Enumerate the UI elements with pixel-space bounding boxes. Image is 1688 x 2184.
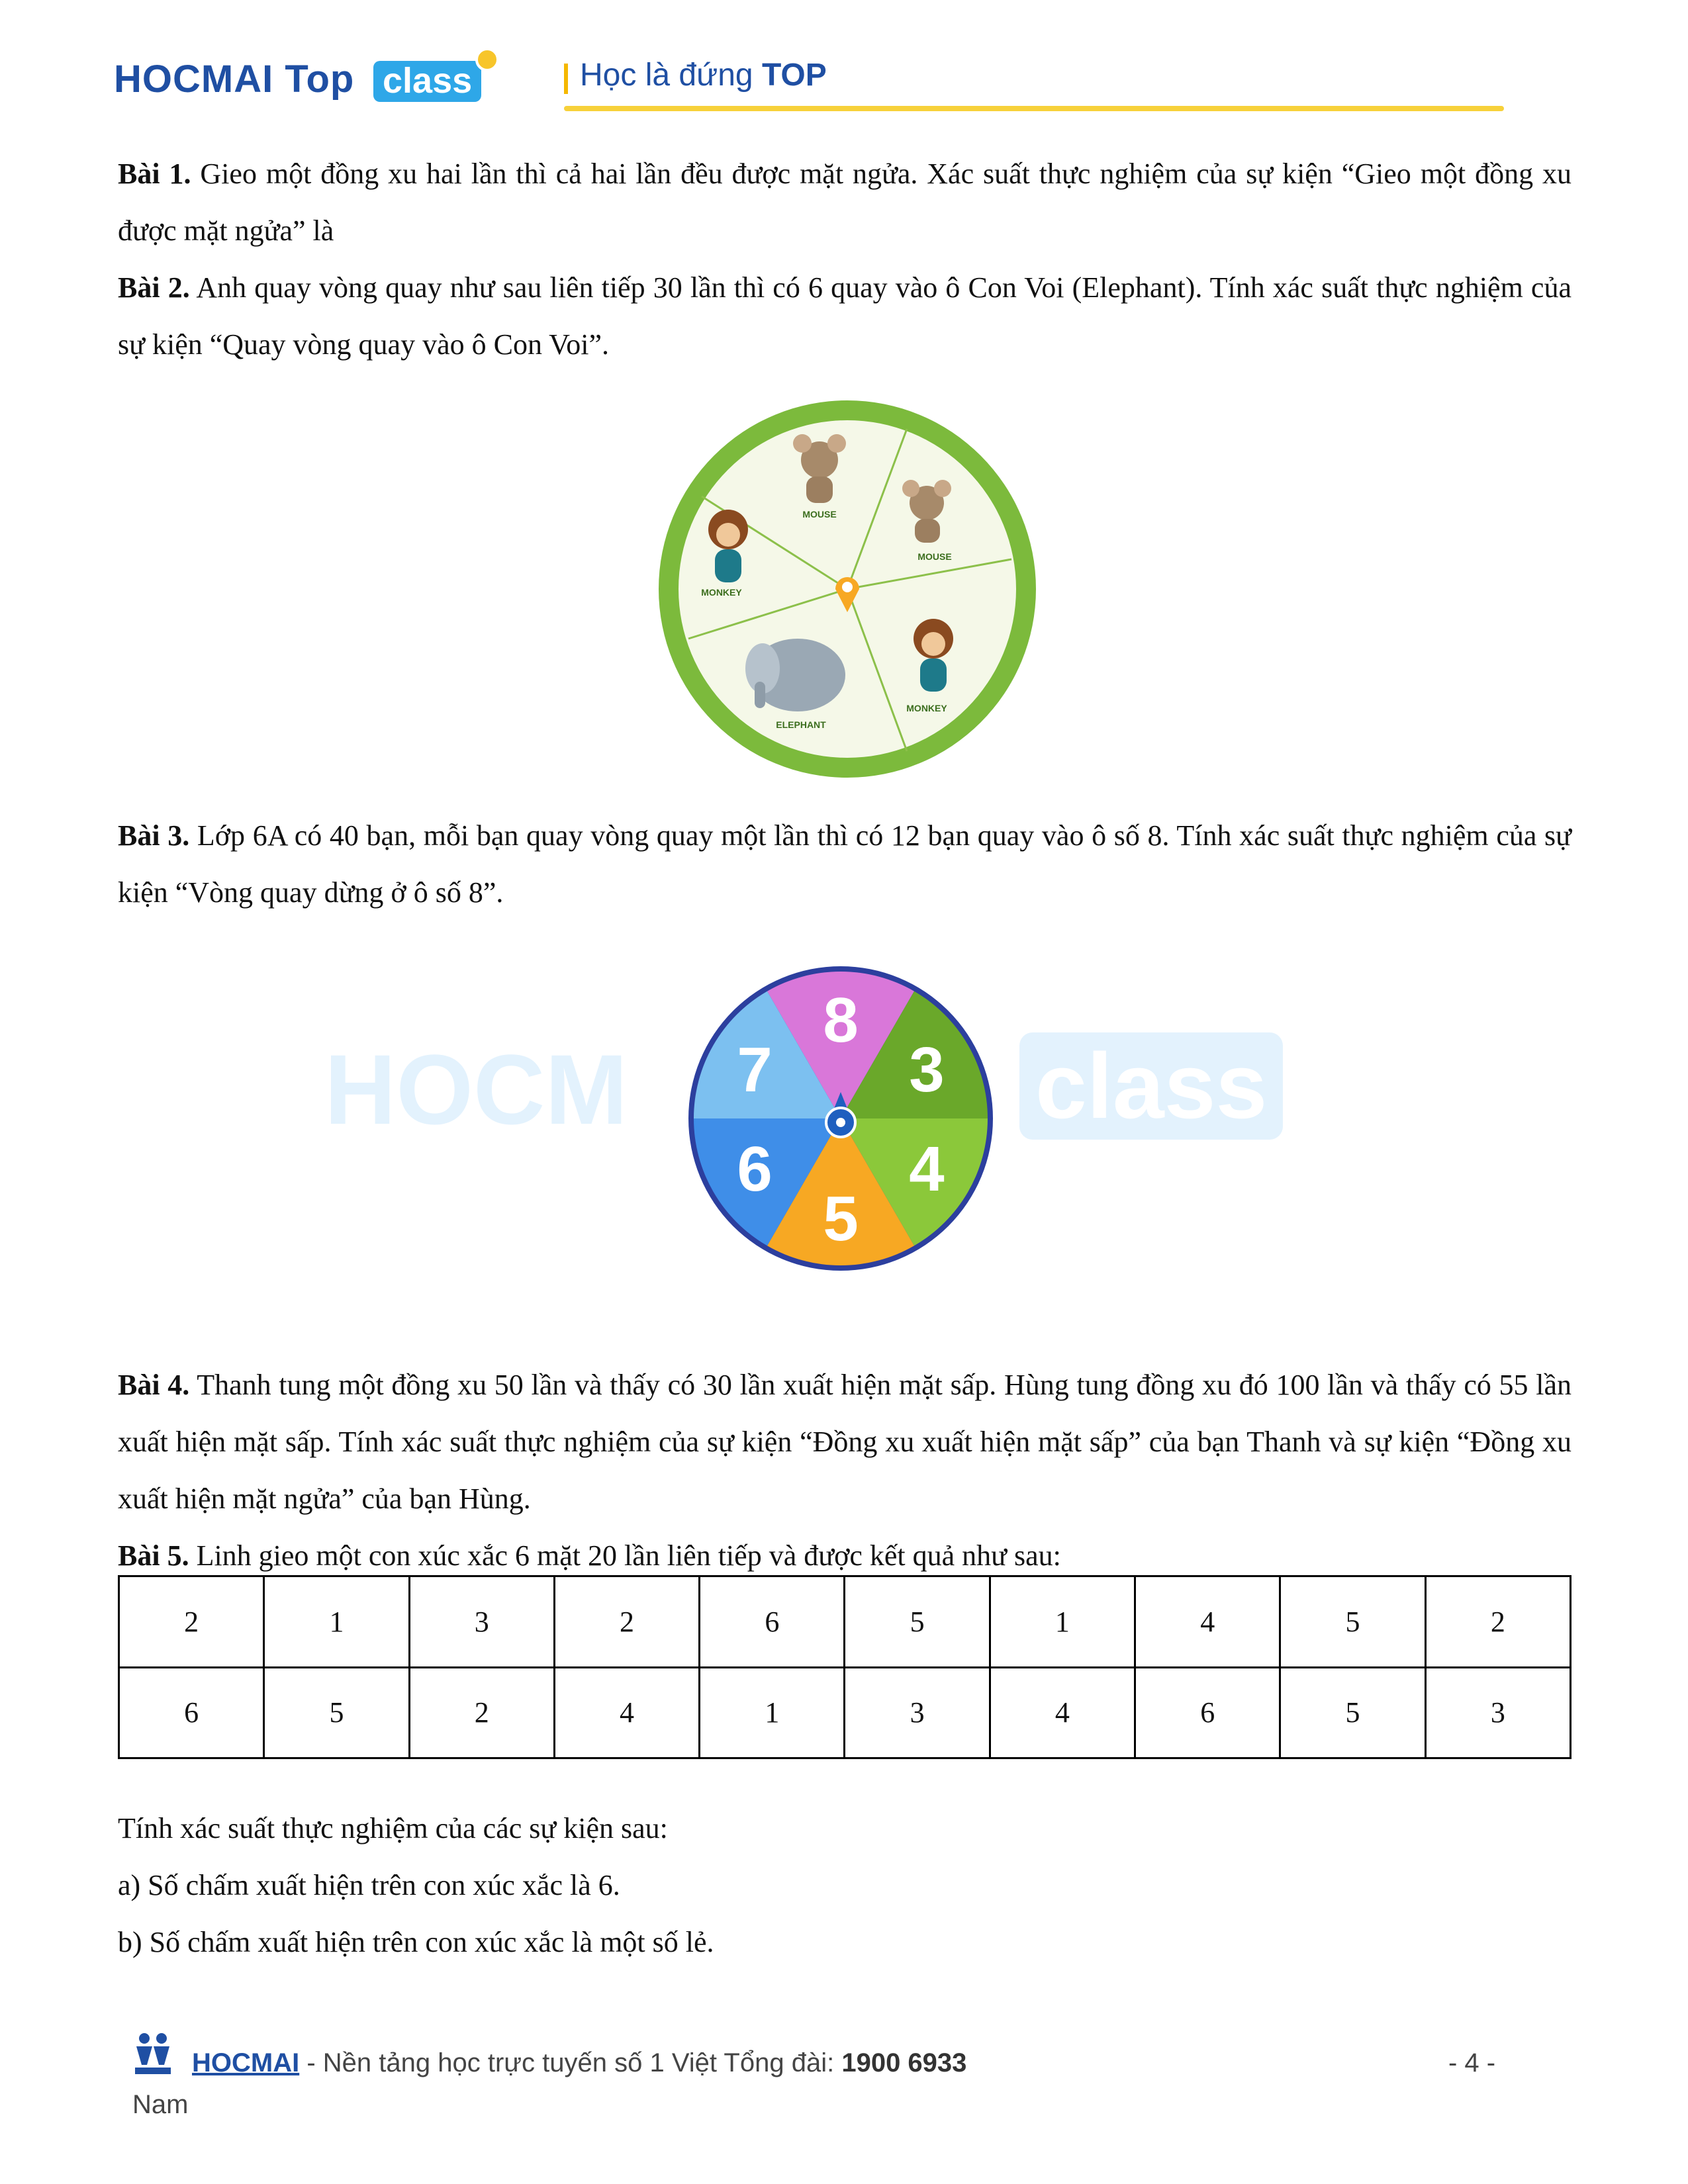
wheel-number-label: 4 [909, 1134, 945, 1205]
table-cell: 5 [264, 1667, 409, 1758]
watermark-text: HOCM [324, 1034, 628, 1145]
problem-3: Bài 3. Lớp 6A có 40 bạn, mỗi bạn quay vòng quay một lần thì có 12 bạn quay vào ô số 8. Tính xác suất thực nghiệm của sự kiện “Vòng quay dừng ở ô số 8”. [118, 819, 1572, 909]
table-cell: 1 [700, 1667, 845, 1758]
table-row [119, 1576, 1571, 1668]
table-cell: 5 [845, 1576, 990, 1668]
problem-block-1-2 [118, 146, 1571, 373]
hocmai-footer-logo-icon [130, 2032, 176, 2075]
dice-results-table [118, 1575, 1571, 1759]
number-spinner-wheel [662, 927, 1019, 1310]
problem-4: Bài 4. Thanh tung một đồng xu 50 lần và thấy có 30 lần xuất hiện mặt sấp. Hùng tung đồng xu đó 100 lần và thấy có 55 lần xuất hiện mặt sấp. Tính xác suất thực nghiệm của sự kiện “Đồng xu xuất hiện mặt sấp” của bạn Thanh và sự kiện “Đồng xu xuất hiện mặt ngửa” của bạn Hùng. [118, 1369, 1572, 1515]
table-cell: 5 [1280, 1667, 1425, 1758]
table-cell: 1 [990, 1576, 1135, 1668]
wheel-number-label: 5 [823, 1183, 859, 1254]
wheel-number-label: 3 [909, 1034, 945, 1105]
questions-block [118, 1800, 1571, 1971]
table-cell: 3 [1425, 1667, 1570, 1758]
question-a: a) Số chấm xuất hiện trên con xúc xắc là 6. [118, 1869, 620, 1901]
table-cell: 5 [1280, 1576, 1425, 1668]
sector-label: MONKEY [701, 587, 742, 598]
sector-label: MOUSE [802, 509, 837, 520]
logo-text: HOCMAI Top [114, 58, 355, 101]
table-cell: 3 [845, 1667, 990, 1758]
sector-label: ELEPHANT [776, 719, 826, 730]
sector-label: MOUSE [917, 551, 952, 562]
page-number: - 4 - [1448, 2048, 1496, 2077]
problem-5: Bài 5. Linh gieo một con xúc xắc 6 mặt 20 lần liên tiếp và được kết quả như sau: [118, 1539, 1061, 1572]
header-underline [564, 106, 1504, 111]
logo-star-icon [475, 48, 499, 71]
table-cell: 6 [700, 1576, 845, 1668]
table-cell: 1 [264, 1576, 409, 1668]
table-cell: 4 [1135, 1576, 1280, 1668]
elephant-icon [745, 639, 845, 711]
table-cell: 2 [409, 1667, 554, 1758]
logo-class-badge: class [373, 61, 481, 102]
sector-label: MONKEY [906, 703, 947, 713]
wheel-number-label: 8 [823, 985, 859, 1056]
problem-2: Bài 2. Anh quay vòng quay như sau liên tiếp 30 lần thì có 6 quay vào ô Con Voi (Elephant). Tính xác suất thực nghiệm của sự kiện “Quay vòng quay vào ô Con Voi”. [118, 271, 1571, 361]
wheel-number-label: 6 [737, 1134, 773, 1205]
problem-1: Bài 1. Gieo một đồng xu hai lần thì cả hai lần đều được mặt ngửa. Xác suất thực nghiệm của sự kiện “Gieo một đồng xu được mặt ngửa” là [118, 158, 1572, 247]
table-cell: 3 [409, 1576, 554, 1668]
question-b: b) Số chấm xuất hiện trên con xúc xắc là một số lẻ. [118, 1926, 714, 1958]
problem-block-3 [118, 807, 1571, 921]
slogan: Học là đứng TOP [580, 58, 827, 93]
footer-text: HOCMAI - Nền tảng học trực tuyến số 1 Việt Tổng đài: 1900 6933 [192, 2048, 967, 2077]
table-row [119, 1667, 1571, 1758]
animal-spinner-wheel [649, 397, 1046, 781]
table-cell: 2 [554, 1576, 699, 1668]
table-cell: 4 [554, 1667, 699, 1758]
table-cell: 2 [1425, 1576, 1570, 1668]
table-cell: 2 [119, 1576, 264, 1668]
table-cell: 4 [990, 1667, 1135, 1758]
slogan-divider [564, 64, 568, 94]
problem-block-4-5 [118, 1357, 1571, 1584]
footer-continued: Nam [132, 2090, 189, 2119]
watermark-class: class [1019, 1032, 1283, 1140]
table-cell: 6 [119, 1667, 264, 1758]
questions-intro: Tính xác suất thực nghiệm của các sự kiện sau: [118, 1812, 668, 1844]
footer-brand-link[interactable]: HOCMAI [192, 2048, 300, 2077]
table-cell: 6 [1135, 1667, 1280, 1758]
wheel-number-label: 7 [737, 1034, 773, 1105]
